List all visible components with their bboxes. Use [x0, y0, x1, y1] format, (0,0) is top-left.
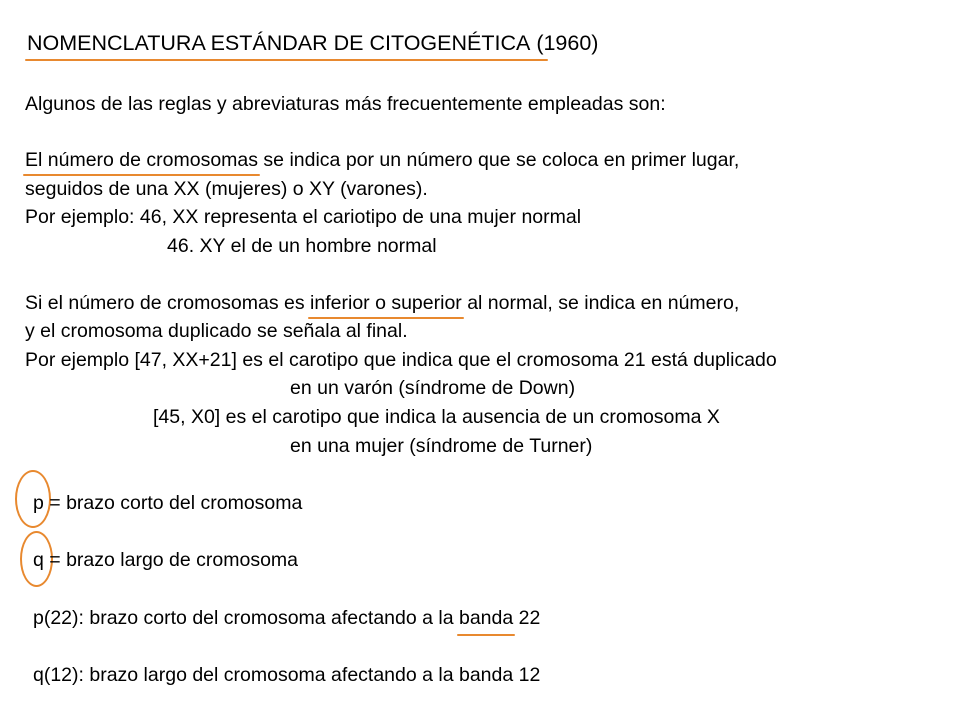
- title-year: (1960): [530, 31, 599, 55]
- rule2-example1: Por ejemplo [47, XX+21] es el carotipo que indica que el cromosoma 21 está duplicado: [25, 349, 777, 371]
- page-title: [27, 30, 598, 56]
- rule1-example1: Por ejemplo: 46, XX representa el cariotipo de una mujer normal: [25, 206, 582, 228]
- rule2-line1: Si el número de cromosomas es inferior o superior al normal, se indica en número,: [25, 291, 739, 315]
- abbr-q-letter: q: [33, 549, 44, 571]
- abbr-p: p = brazo corto del cromosoma: [33, 492, 303, 514]
- rule2-line2: y el cromosoma duplicado se señala al final.: [25, 320, 408, 342]
- p22-highlight: banda: [459, 607, 513, 629]
- abbr-p-letter: p: [33, 492, 44, 514]
- rule1-highlight: El número de cromosomas: [25, 149, 258, 171]
- rule2-example1b: en un varón (síndrome de Down): [290, 377, 576, 399]
- rule2-example2: [45, X0] es el carotipo que indica la ausencia de un cromosoma X: [153, 406, 720, 428]
- rule1-line1: El número de cromosomas se indica por un número que se coloca en primer lugar,: [25, 148, 739, 172]
- rule2-example2b: en una mujer (síndrome de Turner): [290, 435, 593, 457]
- rule1-example2: 46. XY el de un hombre normal: [167, 235, 437, 257]
- rule1-line2: seguidos de una XX (mujeres) o XY (varones).: [25, 178, 428, 200]
- abbr-q: q = brazo largo de cromosoma: [33, 549, 299, 571]
- abbr-q12: q(12): brazo largo del cromosoma afectando a la banda 12: [33, 664, 541, 686]
- title-underline: [25, 59, 548, 62]
- rule2-highlight: inferior o superior: [310, 292, 462, 314]
- intro-text: Algunos de las reglas y abreviaturas más frecuentemente empleadas son:: [25, 93, 666, 115]
- rule1-underline: [23, 174, 260, 177]
- title-underlined-text: NOMENCLATURA ESTÁNDAR DE CITOGENÉTICA: [27, 31, 530, 55]
- p22-underline: [457, 634, 515, 637]
- abbr-p22: p(22): brazo corto del cromosoma afectando a la banda 22: [33, 606, 540, 630]
